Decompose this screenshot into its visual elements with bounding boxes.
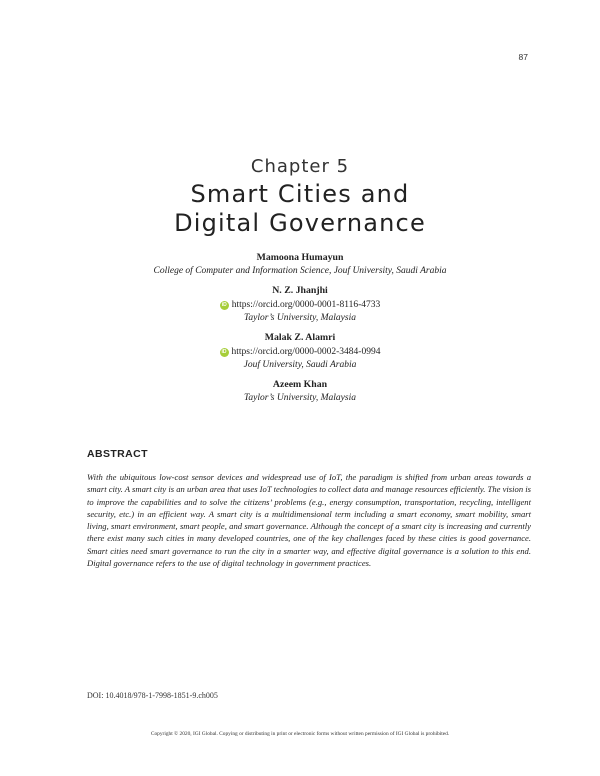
orcid-url[interactable]: https://orcid.org/0000-0001-8116-4733 xyxy=(231,299,381,310)
chapter-title-line-2: Digital Governance xyxy=(174,209,426,237)
author-list xyxy=(0,252,600,412)
author-name: Mamoona Humayun xyxy=(256,252,344,263)
orcid-url[interactable]: https://orcid.org/0000-0002-3484-0994 xyxy=(231,346,381,357)
orcid-link[interactable] xyxy=(220,299,381,312)
author-block xyxy=(0,332,600,371)
author-affiliation: Taylor’s University, Malaysia xyxy=(244,312,356,323)
author-affiliation: Taylor’s University, Malaysia xyxy=(244,392,356,403)
author-name: N. Z. Jhanjhi xyxy=(272,285,328,297)
doi: DOI: 10.4018/978-1-7998-1851-9.ch005 xyxy=(87,691,218,700)
author-affiliation: Jouf University, Saudi Arabia xyxy=(243,359,357,370)
author-affiliation: College of Computer and Information Science, Jouf University, Saudi Arabia xyxy=(153,265,447,276)
chapter-title xyxy=(0,180,600,238)
author-block xyxy=(0,252,600,277)
orcid-icon: iD xyxy=(221,301,227,308)
chapter-label: Chapter 5 xyxy=(250,156,350,177)
copyright-notice: Copyright © 2020, IGI Global. Copying or distributing in print or electronic forms without written permission of IGI Global is prohibited. xyxy=(150,731,450,737)
author-name: Malak Z. Alamri xyxy=(264,332,336,344)
author-name: Azeem Khan xyxy=(272,379,328,391)
chapter-title-line-1: Smart Cities and xyxy=(190,180,410,208)
page-number: 87 xyxy=(518,52,528,62)
author-block xyxy=(0,379,600,404)
orcid-icon: iD xyxy=(221,348,227,355)
author-block xyxy=(0,285,600,324)
abstract-heading: ABSTRACT xyxy=(87,448,148,460)
abstract-text: With the ubiquitous low-cost sensor devices and widespread use of IoT, the paradigm is shifted from urban areas towards a smart city. A smart city is an urban area that uses IoT technologies to collect data and manage resources efficiently. The vision is to improve the capabilities and to solve the citizens’ problems (e.g., energy consumption, transportation, recycling, intelligent security, etc.) in an efficient way. A smart city is a multidimensional term including a smart economy, smart mobility, smart living, smart environment, smart people, and smart governance. Although the concept of a smart city is increasing and currently there exist many such cities in many developed countries, one of the key challenges faced by these cities is good governance. Smart cities need smart governance to run the city in a smarter way, and effective digital governance is a solution to this end. Digital governance refers to the use of digital technology in government practices. xyxy=(87,472,531,569)
orcid-link[interactable] xyxy=(220,346,381,359)
